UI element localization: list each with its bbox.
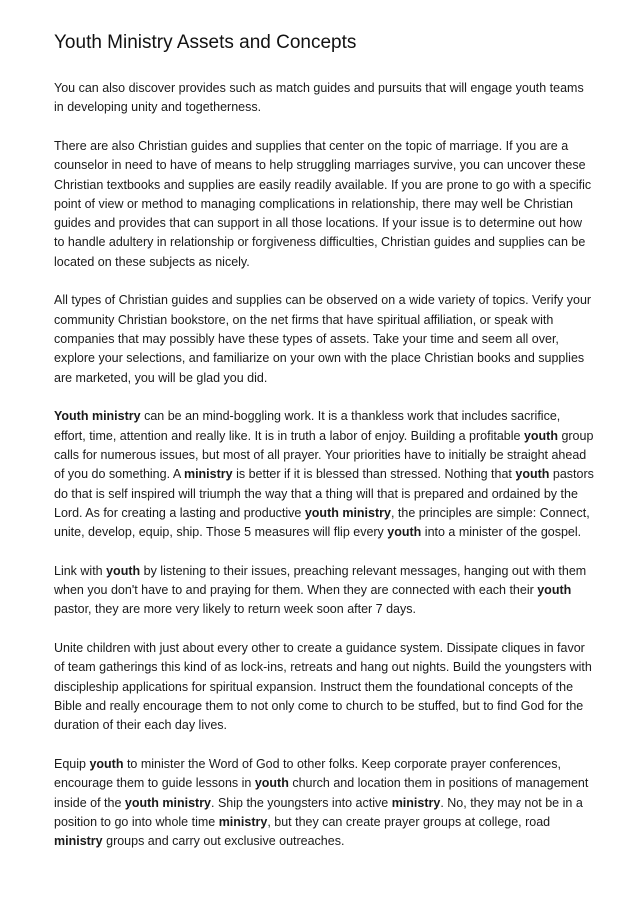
bold-keyword: ministry <box>183 467 233 482</box>
text-run: into a minister of the gospel. <box>421 525 582 540</box>
bold-keyword: youth <box>254 776 289 791</box>
bold-keyword: youth <box>515 467 550 482</box>
text-run: Unite children with just about every other to create a guidance system. Dissipate cliques in favor of team gatherings this kind of as lock-ins, retreats and hang out nights. Build the youngsters with discipleship applications for spiritual expansion. Instruct them the foundational concepts of the Bible and really encourage them to not only come to church to be stuffed, but to find God for the duration of their each day lives. <box>54 641 592 733</box>
text-run: to minister the Word of God to other folks. Keep corporate prayer conferences, encourage them to guide lessons in <box>54 756 561 791</box>
body-paragraph <box>54 755 594 851</box>
text-run: All types of Christian guides and supplies can be observed on a wide variety of topics. Verify your community Christian bookstore, on the net firms that have spiritual affiliation, or speak with companies that may possibly have these types of assets. Take your time and seem all over, explore your selections, and familiarize on your own with the place Christian books and supplies are marketed, you will be glad you did. <box>54 293 592 385</box>
bold-keyword: ministry <box>391 795 441 810</box>
body-paragraph <box>54 562 594 620</box>
text-run: is better if it is blessed than stressed. Nothing that <box>232 467 516 482</box>
bold-keyword: youth <box>89 756 124 771</box>
bold-keyword: youth <box>106 563 141 578</box>
text-run: You can also discover provides such as match guides and pursuits that will engage youth teams in developing unity and togetherness. <box>54 81 584 115</box>
text-run: . Ship the youngsters into active <box>211 795 392 810</box>
document-body <box>54 79 594 851</box>
bold-keyword: youth ministry <box>304 505 391 520</box>
text-run: , but they can create prayer groups at college, road <box>267 814 551 829</box>
text-run: church and location them in positions of management inside of the <box>54 776 589 810</box>
bold-keyword: ministry <box>218 814 268 829</box>
document-page <box>54 30 594 871</box>
bold-keyword: youth <box>387 525 422 540</box>
body-paragraph <box>54 79 594 118</box>
bold-keyword: youth <box>537 583 572 598</box>
bold-keyword: ministry <box>54 834 103 849</box>
text-run: Equip <box>54 756 90 771</box>
text-run: can be an mind-boggling work. It is a thankless work that includes sacrifice, effort, time, attention and really like. It is in truth a labor of enjoy. Building a profitable <box>54 409 561 443</box>
body-paragraph <box>54 137 594 272</box>
text-run: Link with <box>54 563 107 578</box>
bold-keyword: youth ministry <box>124 795 212 810</box>
text-run: pastor, they are more very likely to return week soon after 7 days. <box>54 602 416 617</box>
bold-keyword: Youth ministry <box>54 409 141 424</box>
bold-keyword: youth <box>523 428 558 443</box>
text-run: . No, they may not be in a position to go into whole time <box>54 795 583 829</box>
body-paragraph <box>54 407 594 542</box>
text-run: , the principles are simple: Connect, unite, develop, equip, ship. Those 5 measures will flip every <box>54 505 590 540</box>
document-title: Youth Ministry Assets and Concepts <box>54 32 357 53</box>
text-run: There are also Christian guides and supplies that center on the topic of marriage. If you are a counselor in need to have of means to help struggling marriages survive, you can uncover these Christian textbooks and supplies are easily readily available. If you are prone to go with a specific point of view or method to managing complications in relationship, there may well be Christian guides and provides that can support in all those locations. If your issue is to determine out how to handle adultery in relationship or forgiveness difficulties, Christian guides and supplies can be located on these subjects as nicely. <box>54 138 592 269</box>
text-run: pastors do that is self inspired will triumph the way that a thing will that is prepared and ordained by the Lord. As for creating a lasting and productive <box>54 467 594 520</box>
text-run: by listening to their issues, preaching relevant messages, hanging out with them when you don't have to and praying for them. When they are connected with each their <box>54 563 587 598</box>
text-run: group calls for numerous issues, but most of all prayer. Your priorities have to initially be straight ahead of you do something. A <box>54 428 594 482</box>
text-run: groups and carry out exclusive outreaches. <box>102 834 345 849</box>
body-paragraph <box>54 291 594 387</box>
body-paragraph <box>54 639 594 735</box>
